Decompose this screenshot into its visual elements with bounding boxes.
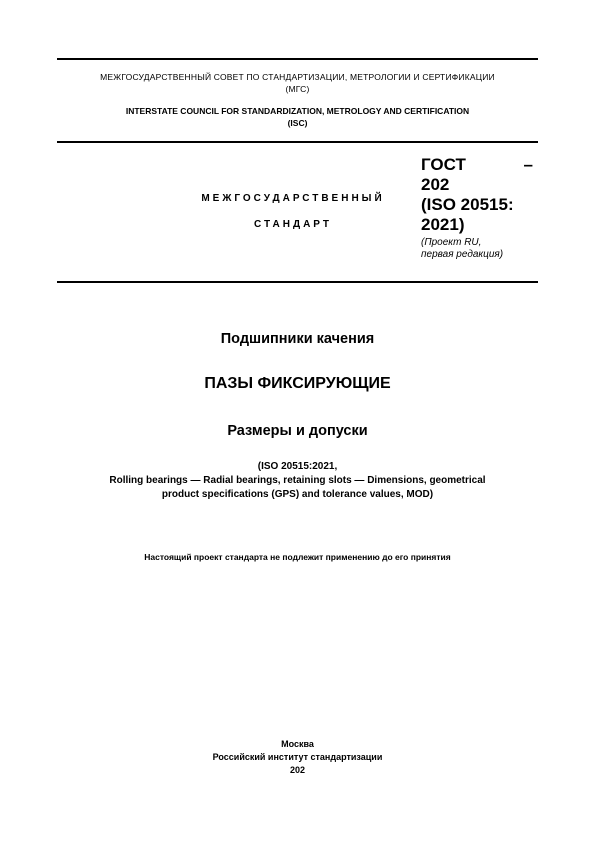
iso-reference-line3: product specifications (GPS) and tolerance values, MOD) (161, 489, 434, 500)
gost-row (421, 155, 533, 175)
title-sub: Размеры и допуски (227, 423, 368, 439)
council-name-ru (0, 71, 595, 95)
gost-year: 202 (421, 175, 450, 194)
council-name-en-line2: (ISC) (287, 118, 308, 128)
footer-year: 202 (289, 765, 306, 775)
draft-notice: Настоящий проект стандарта не подлежит применению до его принятия (144, 552, 451, 562)
draft-note-line1: (Проект RU, (421, 237, 482, 248)
standard-type-line1: МЕЖГОСУДАРСТВЕННЫЙ (201, 193, 385, 204)
council-name-en-line1: INTERSTATE COUNCIL FOR STANDARDIZATION, METROLOGY AND CERTIFICATION (125, 106, 470, 116)
header-rule (57, 141, 538, 143)
footer-publisher: Российский институт стандартизации (212, 752, 383, 762)
draft-note-line2: первая редакция) (421, 249, 504, 260)
publisher-footer (0, 738, 595, 777)
council-name-en (0, 105, 595, 129)
council-name-ru-line2: (МГС) (285, 84, 310, 94)
council-name-ru-line1: МЕЖГОСУДАРСТВЕННЫЙ СОВЕТ ПО СТАНДАРТИЗАЦИИ, МЕТРОЛОГИИ И СЕРТИФИКАЦИИ (100, 72, 495, 82)
iso-designation-line2: 2021) (421, 215, 465, 234)
iso-reference-line1: (ISO 20515:2021, (257, 461, 338, 472)
gost-label: ГОСТ (421, 155, 466, 174)
top-rule (57, 58, 538, 60)
footer-city: Москва (281, 739, 314, 749)
standard-designation (421, 155, 533, 261)
title-main: ПАЗЫ ФИКСИРУЮЩИЕ (204, 375, 391, 392)
iso-designation-line1: (ISO 20515: (421, 195, 514, 214)
iso-reference (0, 460, 595, 502)
iso-reference-line2: Rolling bearings — Radial bearings, retaining slots — Dimensions, geometrical (109, 475, 486, 486)
standard-type-line2: СТАНДАРТ (254, 219, 332, 230)
gost-dash: – (523, 155, 533, 174)
title-group: Подшипники качения (220, 331, 375, 347)
designation-rule (57, 281, 538, 283)
